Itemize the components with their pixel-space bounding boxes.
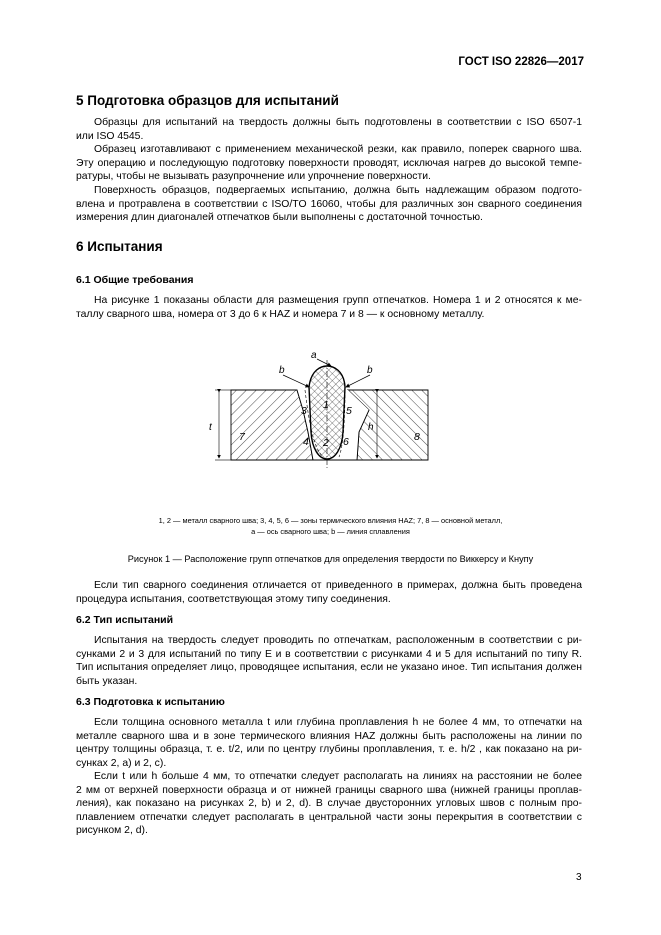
s5-paragraph-3: Поверхность образцов, подвергаемых испытанию, должна быть надлежащим образом подгото- влена и протравлена в соответствии с ISO/TO 16060, чтобы для различных зон сварного соединения измерения длин диагоналей отпечатков были выполнены с достаточной точностью.: [76, 185, 582, 224]
after-figure-paragraph: Если тип сварного соединения отличается от приведенного в примерах, должна быть проведена процедура испытания, соответствующая этому типу соединения.: [76, 580, 582, 605]
section-6-title: 6 Испытания: [76, 239, 163, 254]
s63-paragraph-2: Если t или h больше 4 мм, то отпечатки следует располагать на линиях на расстоянии не более 2 мм от верхней поверхности образца и от нижней границы сварного шва (нижней границы проплав- ления), как показано на рисунках 2, b) и 2, d). В случае двусторонних угловых швов с полным про- плавлением отпечатки следует располагать в центральной части зоны перекрытия в соответствии с рисунком 2, d).: [76, 771, 582, 837]
zone-7: 7: [239, 431, 245, 443]
zone-4: 4: [303, 436, 309, 448]
s5-paragraph-2: Образец изготавливают с применением механической резки, как правило, поперек сварного шва. Эту операцию и последующую подготовку поверхности проводят, исключая нагрев до высокой темпе- ратуры, чтобы не вызывать разупрочнение или упрочнение поверхности.: [76, 144, 582, 183]
figure-legend-1: 1, 2 — металл сварного шва; 3, 4, 5, 6 — зоны термического влияния HAZ; 7, 8 — основной металл,: [158, 516, 503, 525]
s63-paragraph-1: Если толщина основного металла t или глубина проплавления h не более 4 мм, то отпечатки на металле сварного шва и в зоне термического влияния HAZ должны быть расположены на линии по центру толщины образца, т. е. t/2, или по центру глубины проплавления, т. е. h/2 , как показано на ри- сунках 2, а) и 2, с).: [76, 717, 582, 769]
weld-cross-section: [205, 352, 445, 492]
section-6-3-title: 6.3 Подготовка к испытанию: [76, 696, 225, 708]
zone-1: 1: [323, 399, 329, 411]
figure-legend-2: a — ось сварного шва; b — линия сплавления: [251, 527, 410, 536]
label-b-left: b: [279, 365, 285, 376]
s62-paragraph: Испытания на твердость следует проводить по отпечаткам, расположенным в соответствии с ри- сунками 2 и 3 для испытаний по типу E и в соответствии с рисунками 4 и 5 для испытаний по типу R. Тип испытания определяет лицо, проводящее испытания, если не указано иное. Тип испытания должен быть указан.: [76, 635, 582, 687]
zone-2: 2: [323, 437, 329, 449]
figure-1-weld-diagram: [205, 352, 445, 497]
s5-paragraph-1: Образцы для испытаний на твердость должны быть подготовлены в соответствии с ISO 6507-1 или ISO 4545.: [76, 117, 582, 142]
label-a: a: [311, 352, 317, 361]
page-number: 3: [576, 872, 582, 883]
figure-caption: Рисунок 1 — Расположение групп отпечатков для определения твердости по Виккерсу и Кнупу: [127, 554, 534, 564]
s61-paragraph: На рисунке 1 показаны области для размещения групп отпечатков. Номера 1 и 2 относятся к ме- таллу сварного шва, номера от 3 до 6 к HAZ и номера 7 и 8 — к основному металлу.: [76, 295, 582, 320]
label-t: t: [209, 422, 212, 433]
zone-6: 6: [343, 436, 349, 448]
section-6-2-title: 6.2 Тип испытаний: [76, 614, 174, 626]
label-h: h: [368, 422, 374, 433]
label-b-right: b: [367, 365, 373, 376]
zone-5: 5: [346, 405, 352, 417]
document-header: ГОСТ ISO 22826—2017: [458, 56, 584, 68]
zone-3: 3: [301, 405, 307, 417]
zone-8: 8: [414, 431, 420, 443]
section-5-title: 5 Подготовка образцов для испытаний: [76, 93, 339, 108]
section-6-1-title: 6.1 Общие требования: [76, 274, 194, 286]
